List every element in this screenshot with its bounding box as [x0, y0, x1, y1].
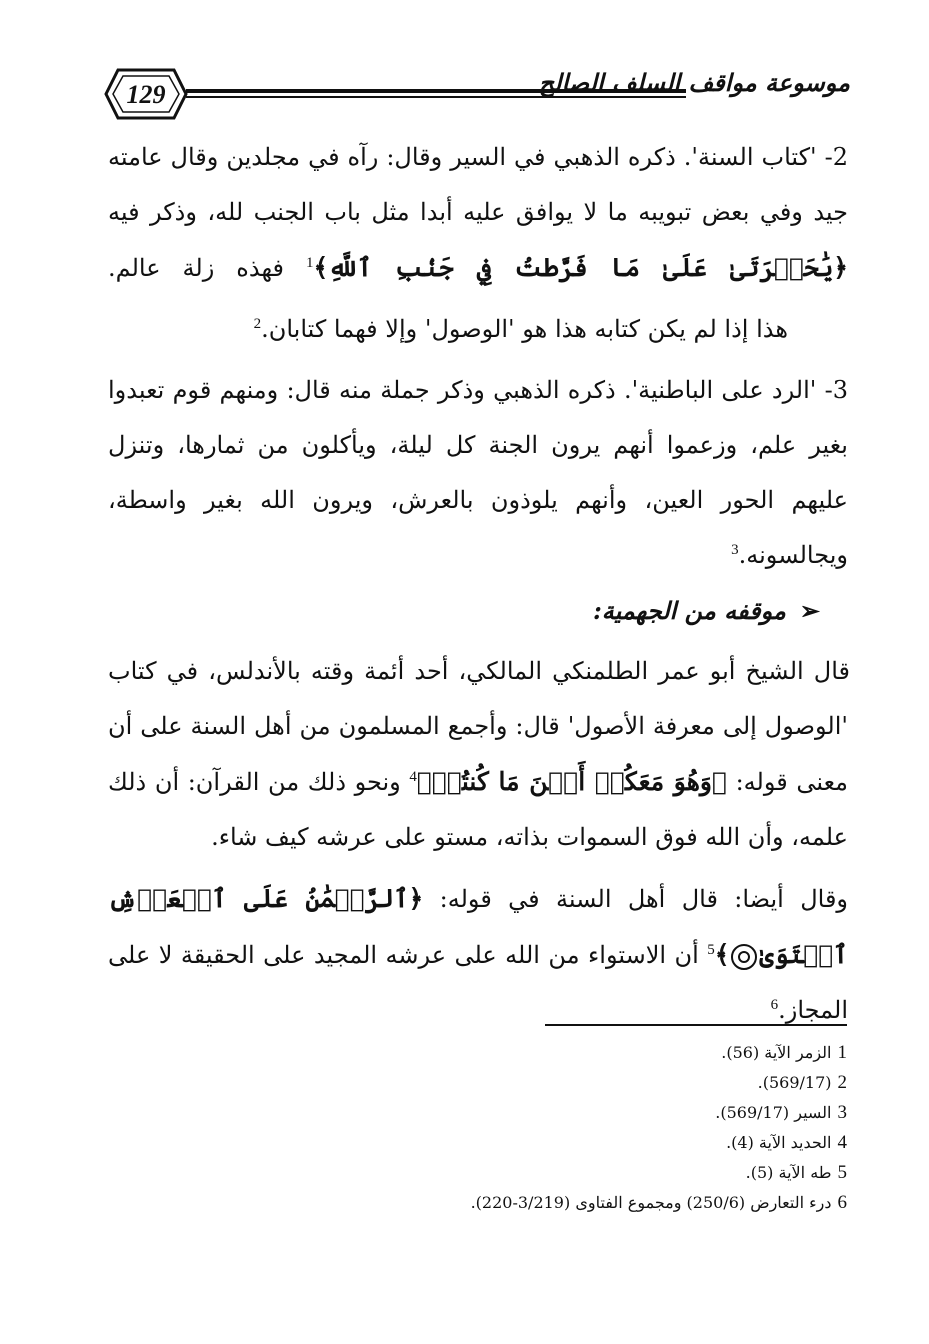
footnote-item: 3السير (569/17). — [715, 1102, 847, 1123]
quran-verse: ﴿ٱلرَّحۡمَٰنُ عَلَى ٱلۡعَرۡشِ ٱسۡتَوَىٰ — [108, 884, 848, 969]
footnote-ref: 5 — [707, 942, 715, 958]
footnote-item: 1الزمر الآية (56). — [721, 1042, 847, 1063]
series-title: موسوعة مواقف السلف الصالح — [538, 68, 850, 97]
quran-verse: ﴿وَهُوَ مَعَكُمۡ أَيۡنَ مَا كُنتُمۡ﴾ — [416, 767, 727, 796]
page-number: 129 — [126, 80, 166, 109]
footnote-ref: 3 — [731, 542, 739, 558]
footnote-item: 6درء التعارض (250/6) ومجموع الفتاوى (3/219-220). — [470, 1192, 847, 1213]
paragraph-4: قال الشيخ أبو عمر الطلمنكي المالكي، أحد أئمة وقته بالأندلس، في كتاب 'الوصول إلى معرفة الأصول' قال: وأجمع المسلمون من أهل السنة على أن معنى قوله: ﴿وَهُوَ مَعَكُمۡ أَيۡنَ مَا كُنتُمۡ﴾$^4$ ونحو ذلك من القرآن: أن ذلك علمه، وأن الله فوق السموات بذاته، مستو على عرشه كيف شاء. — [108, 657, 850, 851]
paragraph-2: هذا إذا لم يكن كتابه هذا هو 'الوصول' وإلا فهما كتابان.$^2$ — [253, 315, 788, 343]
page-number-badge — [104, 66, 188, 122]
main-text — [108, 130, 848, 1038]
ayah-end-icon — [731, 944, 757, 970]
footnote-item: 2(569/17). — [757, 1072, 847, 1093]
paragraph-3: 3- 'الرد على الباطنية'. ذكره الذهبي وذكر جملة منه قال: ومنهم قوم تعبدوا بغير علم، وزعموا أنهم يرون الجنة كل ليلة، ويأكلون من ثمارها، وتنزل عليهم الحور العين، وأنهم يلوذون بالعرش، ويرون الله بغير واسطة، ويجالسونه.$^3$ — [108, 376, 848, 569]
paragraph-1: 2- 'كتاب السنة'. ذكره الذهبي في السير وقال: رآه في مجلدين وقال عامته جيد وفي بعض تبويبه ما لا يوافق عليه أبدا مثل باب الجنب لله، وذكر فيه ﴿يَٰحَسۡرَتَىٰ عَلَىٰ مَا فَرَّطتُ فِي جَنۢبِ ٱللَّهِ﴾$^1$ فهذه زلة عالم. — [108, 143, 848, 282]
footnote-item: 4الحديد الآية (4). — [726, 1132, 847, 1153]
page-header — [100, 60, 850, 130]
paragraph-5: وقال أيضا: قال أهل السنة في قوله: ﴿ٱلرَّحۡمَٰنُ عَلَى ٱلۡعَرۡشِ ٱسۡتَوَىٰ﴾$^5$ أن الاستواء من الله على عرشه المجيد على الحقيقة لا على المجاز.$^6$ — [108, 884, 849, 1024]
quran-verse: ﴿يَٰحَسۡرَتَىٰ عَلَىٰ مَا فَرَّطتُ فِي جَنۢبِ ٱللَّهِ﴾ — [313, 253, 848, 282]
footnote-item: 5طه الآية (5). — [745, 1162, 847, 1183]
footnote-ref: 4 — [409, 769, 417, 785]
footnote-separator — [545, 1024, 847, 1026]
footnote-ref: 6 — [770, 997, 779, 1013]
section-heading: ➢موقفه من الجهمية: — [592, 596, 820, 625]
footnotes — [300, 1038, 847, 1218]
arrow-bullet-icon: ➢ — [799, 596, 820, 625]
footnote-ref: 2 — [253, 316, 262, 332]
footnote-ref: 1 — [305, 255, 314, 271]
